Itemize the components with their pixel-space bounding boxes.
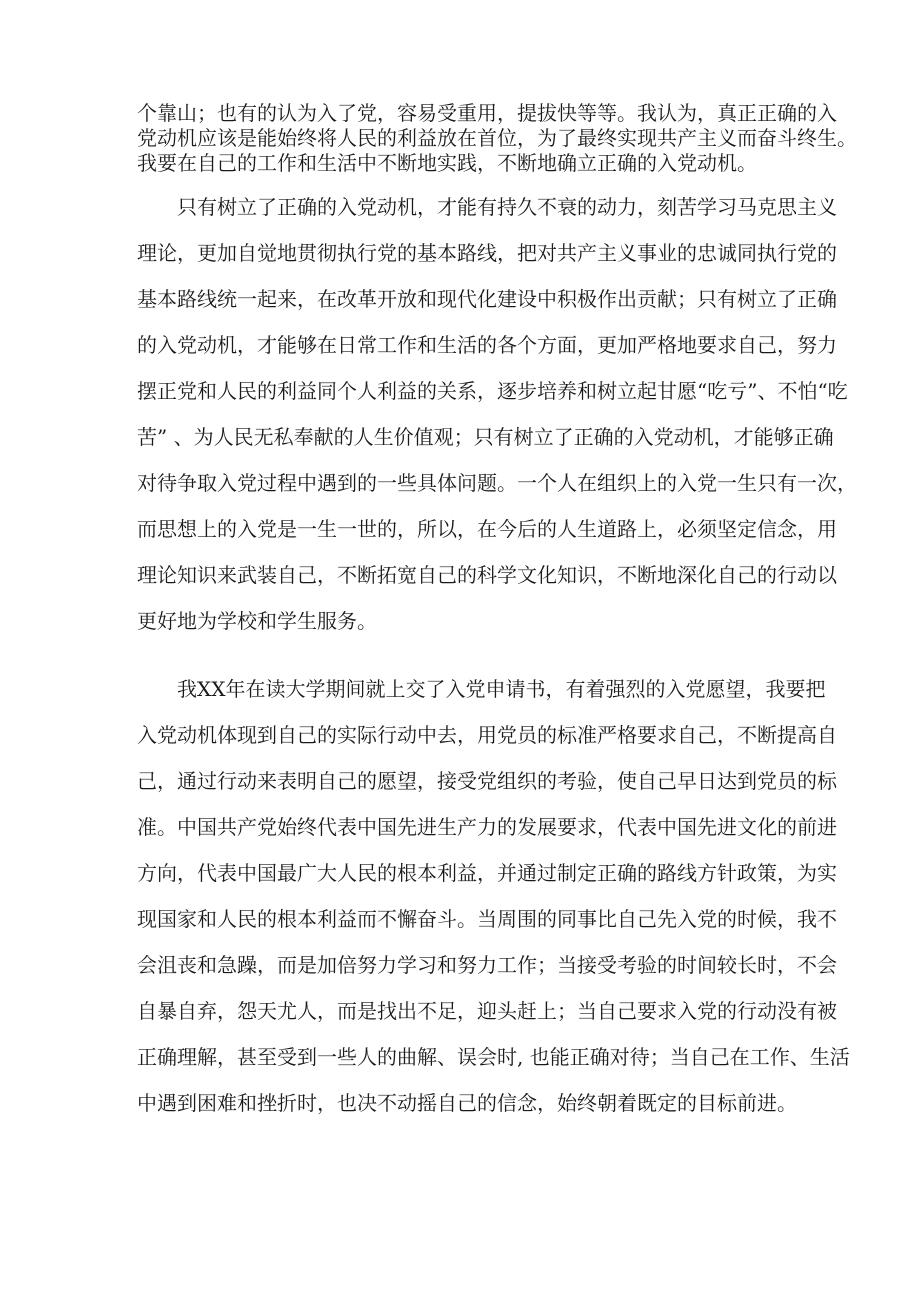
text-line: 我要在自己的工作和生活中不断地实践，不断地确立正确的入党动机。 (137, 151, 757, 175)
text-line: 基本路线统一起来，在改革开放和现代化建设中积极作出贡献；只有树立了正确 (137, 287, 837, 311)
text-line: 入党动机体现到自己的实际行动中去，用党员的标准严格要求自己，不断提高自 (137, 723, 837, 747)
text-line: 个靠山；也有的认为入了党，容易受重用，提拔快等等。我认为，真正正确的入 (137, 101, 837, 125)
text-line: 对待争取入党过程中遇到的一些具体问题。一个人在组织上的入党一生只有一次， (137, 471, 857, 495)
text-line: 而思想上的入党是一生一世的，所以，在今后的人生道路上，必须坚定信念，用 (137, 517, 837, 541)
text-line: 的入党动机，才能够在日常工作和生活的各个方面，更加严格地要求自己，努力 (137, 333, 837, 357)
text-line: 正确理解，甚至受到一些人的曲解、误会时, 也能正确对待；当自己在工作、生活 (137, 1045, 850, 1069)
text-line: 更好地为学校和学生服务。 (137, 609, 377, 633)
text-line: 中遇到困难和挫折时，也决不动摇自己的信念，始终朝着既定的目标前进。 (137, 1091, 797, 1115)
text-line: 理论知识来武装自己，不断拓宽自己的科学文化知识，不断地深化自己的行动以 (137, 563, 837, 587)
text-line: 理论，更加自觉地贯彻执行党的基本路线，把对共产主义事业的忠诚同执行党的 (137, 241, 837, 265)
text-line: 摆正党和人民的利益同个人利益的关系，逐步培养和树立起甘愿“吃亏”、不怕“吃 (137, 379, 848, 403)
text-line: 党动机应该是能始终将人民的利益放在首位，为了最终实现共产主义而奋斗终生。 (137, 126, 857, 150)
text-line: 自暴自弃，怨天尤人，而是找出不足，迎头赶上；当自己要求入党的行动没有被 (137, 999, 837, 1023)
text-line: 现国家和人民的根本利益而不懈奋斗。当周围的同事比自己先入党的时候，我不 (137, 907, 837, 931)
text-line: 己，通过行动来表明自己的愿望，接受党组织的考验，使自己早日达到党员的标 (137, 769, 837, 793)
text-line: 苦” 、为人民无私奉献的人生价值观；只有树立了正确的入党动机，才能够正确 (137, 425, 834, 449)
text-line: 只有树立了正确的入党动机，才能有持久不衰的动力，刻苦学习马克思主义 (177, 195, 837, 219)
text-line: 我XX年在读大学期间就上交了入党申请书，有着强烈的入党愿望，我要把 (177, 677, 826, 701)
text-line: 准。中国共产党始终代表中国先进生产力的发展要求，代表中国先进文化的前进 (137, 815, 837, 839)
text-line: 方向，代表中国最广大人民的根本利益，并通过制定正确的路线方针政策，为实 (137, 861, 837, 885)
text-line: 会沮丧和急躁，而是加倍努力学习和努力工作；当接受考验的时间较长时，不会 (137, 953, 837, 977)
